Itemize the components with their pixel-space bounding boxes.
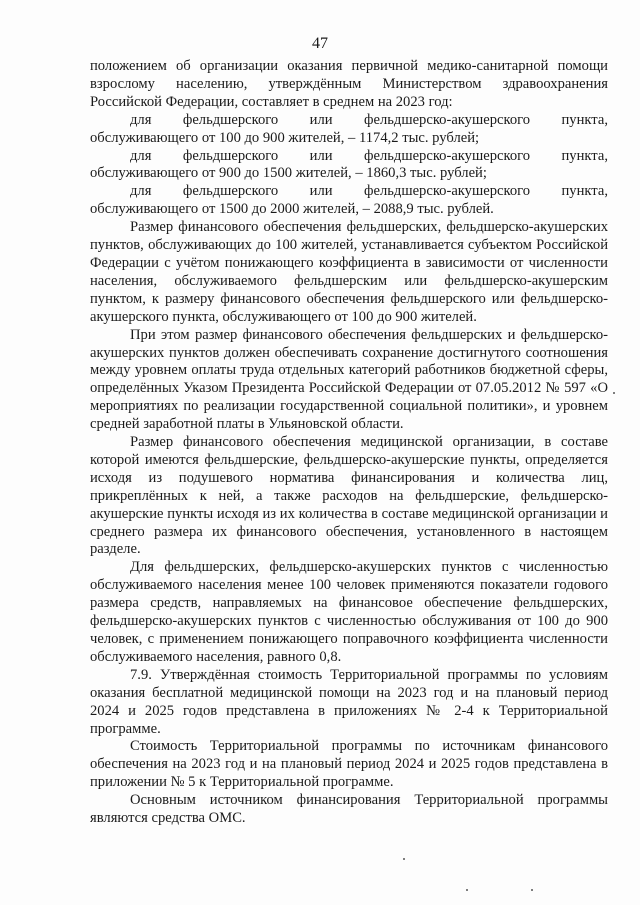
paragraph-cost-by-source: Стоимость Территориальной программы по источникам финансового обеспечения на 2023 год и на плановый период 2024 и 2025 годов представлена в приложении № 5 к Территориальной программе. — [90, 738, 608, 791]
paragraph-section-7-9: 7.9. Утверждённая стоимость Территориальной программы по условиям оказания бесплатной медицинской помощи на 2023 год и на плановый период 2024 и 2025 годов представлена в приложениях № 2-4 к Территориальной программе. — [90, 666, 608, 737]
list-item-fap-100-900: для фельдшерского или фельдшерско-акушерского пункта, обслуживающего от 100 до 900 жителей, – 1174,2 тыс. рублей; — [90, 111, 608, 146]
paragraph-under-100: Размер финансового обеспечения фельдшерских, фельдшерско-акушерских пунктов, обслуживающих до 100 жителей, устанавливается субъектом Российской Федерации с учётом понижающего коэффициента в зависимости от численности населения, обслуживаемого фельдшерским или фельдшерско-акушерским пунктом, к размеру финансового обеспечения фельдшерского или фельдшерско-акушерского пункта, обслуживающего от 100 до 900 жителей. — [90, 219, 608, 325]
paragraph-continuation: положением об организации оказания первичной медико-санитарной помощи взрослому населению, утверждённым Министерством здравоохранения Российской Федерации, составляет в среднем на 2023 год: — [90, 58, 608, 110]
paragraph-coefficient: Для фельдшерских, фельдшерско-акушерских пунктов с численностью обслуживаемого населения менее 100 человек применяются показатели годового размера средств, направляемых на финансовое обеспечение фельдшерских, фельдшерско-акушерских пунктов с численностью обслуживания от 100 до 900 человек, с применением понижающего поправочного коэффициента численности обслуживаемого населения, равного 0,8. — [90, 559, 608, 665]
paragraph-salary-ratio: При этом размер финансового обеспечения фельдшерских и фельдшерско-акушерских пунктов должен обеспечивать сохранение достигнутого соотношения между уровнем оплаты труда отдельных категорий работников бюджетной сферы, определённых Указом Президента Российской Федерации от 07.05.2012 № 597 «О мероприятиях по реализации государственной социальной политики», и уровнем средней заработной платы в Ульяновской области. — [90, 326, 608, 433]
list-item-fap-1500-2000: для фельдшерского или фельдшерско-акушерского пункта, обслуживающего от 1500 до 2000 жителей, – 2088,9 тыс. рублей. — [90, 183, 608, 218]
paragraph-main-source: Основным источником финансирования Территориальной программы являются средства ОМС. — [90, 792, 608, 827]
list-item-fap-900-1500: для фельдшерского или фельдшерско-акушерского пункта, обслуживающего от 900 до 1500 жителей, – 1860,3 тыс. рублей; — [90, 147, 608, 182]
page-number: 47 — [312, 35, 328, 52]
paragraph-med-org-funding: Размер финансового обеспечения медицинской организации, в составе которой имеются фельдшерские, фельдшерско-акушерские пункты, определяется исходя из подушевого норматива финансирования и количества лиц, прикреплённых к ней, а также расходов на фельдшерские, фельдшерско-акушерские пункты исходя из их количества в составе медицинской организации и среднего размера их финансового обеспечения, установленного в настоящем разделе. — [90, 434, 608, 558]
document-body — [90, 58, 608, 828]
scan-artifact — [531, 889, 533, 891]
scan-artifact — [466, 889, 468, 891]
scan-artifact — [613, 392, 615, 394]
scan-artifact — [403, 858, 405, 860]
